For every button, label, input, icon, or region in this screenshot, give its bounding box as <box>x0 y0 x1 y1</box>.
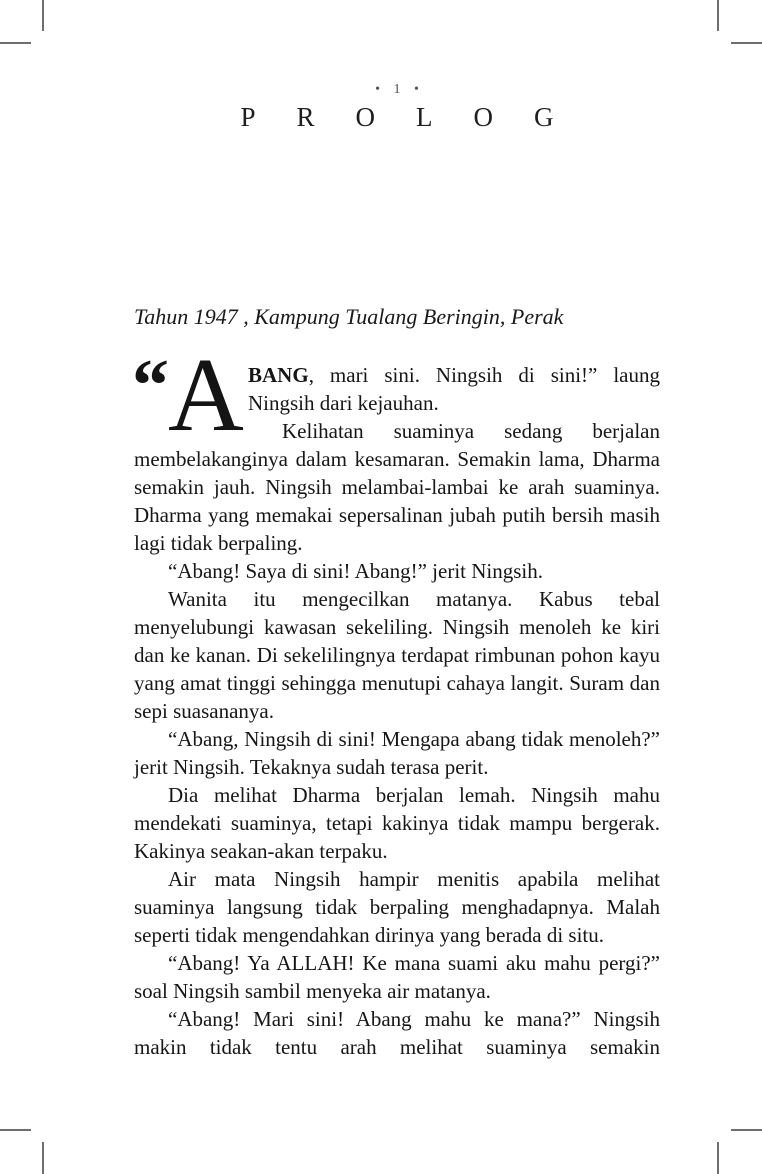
body-paragraph: “Abang, Ningsih di sini! Mengapa abang tidak menoleh?” jerit Ningsih. Tekaknya sudah terasa perit. <box>134 727 660 779</box>
open-quote-mark: “ <box>132 345 169 427</box>
body-paragraph: “Abang! Ya ALLAH! Ke mana suami aku mahu pergi?” soal Ningsih sambil menyeka air matanya. <box>134 951 660 1003</box>
crop-mark-top-right-horizontal <box>731 42 762 44</box>
crop-mark-top-left-vertical <box>42 0 44 31</box>
body-paragraph: “Abang! Mari sini! Abang mahu ke mana?” Ningsih makin tidak tentu arah melihat suaminya semakin <box>134 1007 660 1059</box>
body-paragraph: Wanita itu mengecilkan matanya. Kabus tebal menyelubungi kawasan sekeliling. Ningsih menoleh ke kiri dan ke kanan. Di sekelilingnya terdapat rimbunan pohon kayu yang amat tinggi sehingga menutupi cahaya langit. Suram dan sepi suasananya. <box>134 587 660 723</box>
body-paragraph: Dia melihat Dharma berjalan lemah. Ningsih mahu mendekati suaminya, tetapi kakinya tidak mampu bergerak. Kakinya seakan-akan terpaku. <box>134 783 660 863</box>
crop-mark-bottom-right-vertical <box>717 1142 719 1174</box>
scene-dateline: Tahun 1947 , Kampung Tualang Beringin, Perak <box>134 304 564 329</box>
chapter-title-text: PROLOG <box>240 102 595 132</box>
chapter-header <box>134 82 660 134</box>
body-paragraph: Air mata Ningsih hampir menitis apabila melihat suaminya langsung tidak berpaling menghadapnya. Malah seperti tidak mengendahkan dirinya yang berada di situ. <box>134 867 660 947</box>
lead-paragraph <box>132 336 660 453</box>
body-paragraph: Kelihatan suaminya sedang berjalan membelakanginya dalam kesamaran. Semakin lama, Dharma semakin jauh. Ningsih melambai-lambai ke arah suaminya. Dharma yang memakai sepersalinan jubah putih bersih masih lagi tidak berpaling. <box>134 419 660 555</box>
crop-mark-bottom-right-horizontal <box>731 1129 762 1131</box>
drop-cap <box>132 336 248 453</box>
body-paragraph: “Abang! Saya di sini! Abang!” jerit Ningsih. <box>168 559 544 583</box>
page-number-marker <box>134 82 660 98</box>
chapter-title <box>134 100 660 134</box>
body-text <box>132 336 660 1061</box>
drop-cap-letter: A <box>168 336 244 453</box>
crop-mark-bottom-left-vertical <box>42 1142 44 1174</box>
page-number: • 1 • <box>375 82 424 97</box>
lead-bold-text: BANG <box>248 363 309 387</box>
lead-paragraph-text: , mari sini. Ningsih di sini!” laung Ningsih dari kejauhan. <box>248 363 660 415</box>
crop-mark-top-right-vertical <box>717 0 719 31</box>
crop-mark-bottom-left-horizontal <box>0 1129 31 1131</box>
crop-mark-top-left-horizontal <box>0 42 31 44</box>
